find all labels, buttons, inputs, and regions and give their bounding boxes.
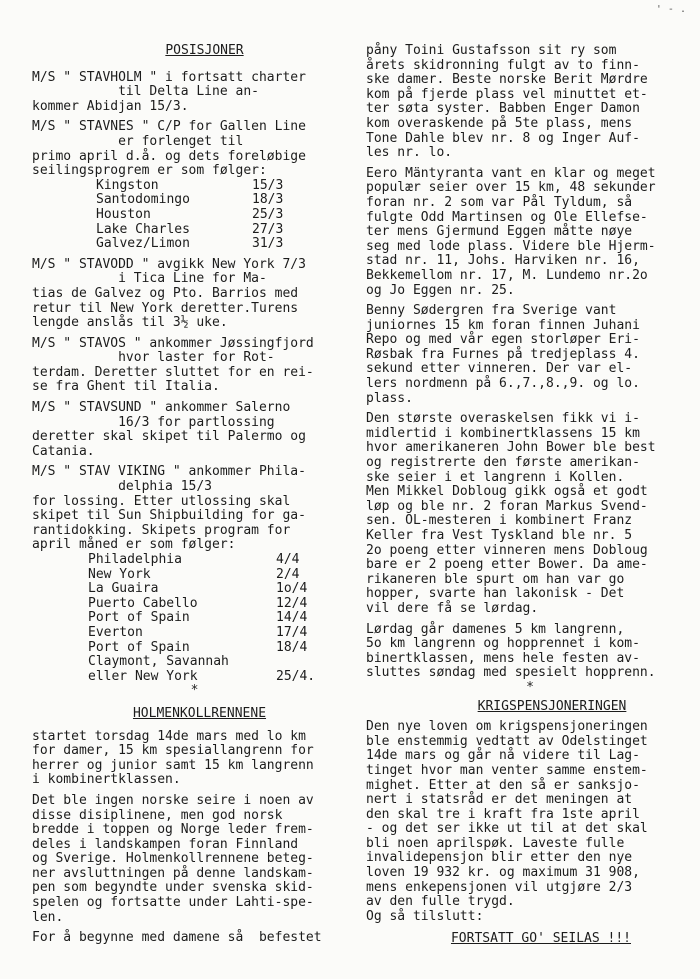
stavodd-paragraph [32,258,357,331]
schedule-port: Everton [88,624,143,640]
text-line: Den nye loven om krigspensjoneringen [366,719,648,735]
text-line: kom på fjerde plass vel minuttet et- [366,86,648,102]
text-line: Tone Dahle blev nr. 8 og Inger Auf- [366,130,640,146]
text-line: - og det ser ikke ut til at det skal [366,821,648,837]
text-line: M/S " STAV VIKING " ankommer Phila- [32,464,306,480]
schedule-row [32,655,357,670]
schedule-port: Kingston [96,177,159,193]
schedule-date: 31/3 [252,236,284,252]
text-line: retur til New York deretter.Turens [32,300,299,316]
text-line: deretter skal skipet til Palermo og [32,429,306,445]
text-line: rikaneren ble spurt om han var go [366,571,625,587]
stavnes-schedule [32,179,357,252]
stavholm-paragraph [32,71,357,115]
schedule-port: Lake Charles [96,221,190,237]
text-line: M/S " STAVOS " ankommer Jøssingfjord [32,335,314,351]
text-line: skipet til Sun Shipbuilding for ga- [32,508,306,524]
schedule-row [32,597,357,612]
skiing-paragraph-4 [366,412,694,616]
text-line: plass. [366,390,413,406]
schedule-row [32,626,357,641]
krigspensjon-paragraph [366,720,694,910]
schedule-port: eller New York [88,668,198,684]
text-line: Keller fra Vest Tyskland ble nr. 5 [366,528,633,543]
text-line: og registrerte den første amerikan- [366,455,640,471]
text-line: len. [32,909,64,925]
text-line: tias de Galvez og Pto. Barrios med [32,285,299,301]
text-line: mighet. Etter at den så er sanksjo- [366,777,640,793]
corner-mark: ' - . [655,4,686,15]
text-line: seilingsprogrem er som følger: [32,163,267,179]
text-line: den skal tre i kraft fra 1ste april [366,806,640,822]
text-line: hvor amerikaneren John Bower ble best [366,440,656,456]
schedule-date: 14/4 [276,610,308,626]
stavos-paragraph [32,337,357,395]
text-line: er forlenget til [32,133,244,149]
text-line: tinget hvor man venter samme enstem- [366,762,648,778]
text-line: invalidepensjon blir etter den nye [366,850,633,866]
text-line: deles i landskampen foran Finnland [32,836,299,852]
schedule-port: New York [88,566,151,582]
text-line: lengde anslås til 3½ uke. [32,315,228,331]
text-line: For å begynne med damene så befestet [32,930,322,946]
text-line: Bekkemellom nr. 17, M. Lundemo nr.2o [366,267,648,283]
text-line: se fra Ghent til Italia. [32,379,220,395]
viking-schedule [32,553,357,684]
text-line: 14de mars og går nå videre til Lag- [366,748,640,764]
schedule-port: Santodomingo [96,192,190,208]
text-line: M/S " STAVODD " avgikk New York 7/3 [32,256,306,272]
stav-viking-paragraph [32,465,357,553]
schedule-date: 4/4 [276,552,300,567]
text-line: Men Mikkel Dobloug gikk også et godt [366,484,648,500]
text-line: herrer og junior samt 15 km langrenn [32,757,314,773]
text-line: fulgte Odd Martinsen og Ole Ellefse- [366,209,648,225]
schedule-port: Port of Spain [88,610,190,626]
text-line: Lørdag går damenes 5 km langrenn, [366,621,625,637]
text-line: sen. OL-mesteren i kombinert Franz [366,513,633,529]
text-line: og Sverige. Holmenkollrennene beteg- [32,851,314,867]
schedule-date: 25/4. [276,668,316,684]
text-line: 2o poeng etter vinneren mens Dobloug [366,542,648,558]
schedule-row [32,223,357,238]
text-line: M/S " STAVSUND " ankommer Salerno [32,400,291,416]
holmenkoll-paragraph-1 [32,730,357,788]
text-line: startet torsdag 14de mars med lo km [32,728,306,744]
text-line: 5o km langrenn og hopprennet i kom- [366,636,640,652]
closing-line: Og så tilslutt: [366,908,484,924]
schedule-row [32,237,357,252]
text-line: sekund etter vinneren. Der var el- [366,361,633,377]
schedule-row [32,193,357,208]
separator-star: * [190,683,199,699]
holmenkoll-heading: HOLMENKOLLRENNENE [132,705,267,721]
text-line: Repo og med vår egen storløper Eri- [366,332,640,348]
text-line: ner avsluttningen på denne landskam- [32,865,314,881]
text-line: kom overaskende på 5te plass, mens [366,115,633,131]
text-line: seg med lode plass. Videre ble Hjerm- [366,238,656,254]
text-line: M/S " STAVNES " C/P for Gallen Line [32,119,306,135]
text-line: Eero Mäntyranta vant en klar og meget [366,165,656,181]
separator-star-right: * [526,679,534,695]
text-line: sluttes søndag med spesielt hopprenn. [366,665,656,681]
schedule-date: 18/4 [276,639,308,655]
schedule-port: La Guaira [88,581,159,597]
text-line: disse disiplinene, men god norsk [32,807,283,823]
text-line: i Tica Line for Ma- [32,271,267,287]
text-line: Det ble ingen norske seire i noen av [32,792,314,808]
skiing-paragraph-2 [366,167,694,298]
schedule-date: 2/4 [276,566,300,582]
skiing-paragraph-1 [366,44,694,161]
text-line: for damer, 15 km spesiallangrenn for [32,743,314,759]
schedule-date: 27/3 [252,221,284,237]
stavnes-paragraph [32,120,357,178]
text-line: av den fulle trygd. [366,894,515,910]
text-line: hvor laster for Rot- [32,350,275,366]
text-line: Den største overaskelsen fikk vi i- [366,411,640,427]
text-line: ter søta syster. Babben Enger Damon [366,101,640,117]
text-line: 16/3 for partlossing [32,414,275,430]
text-line: årets skidronning fulgt av to finn- [366,57,640,73]
text-line: Benny Sødergren fra Sverige vant [366,303,617,319]
text-line: spelen og fortsatte under Lahti-spe- [32,895,314,911]
text-line: foran nr. 2 som var Pål Tyldum, så [366,194,633,210]
text-line: ske damer. Beste norske Berit Mørdre [366,72,648,88]
text-line: midlertid i kombinertklassens 15 km [366,425,640,441]
schedule-row [32,553,357,568]
schedule-port: Port of Spain [88,639,190,655]
schedule-port: Houston [96,206,151,222]
text-line: ske seier i et langrenn i Kollen. [366,469,625,485]
holmenkoll-paragraph-2 [32,794,357,925]
text-line: for lossing. Etter utlossing skal [32,493,291,509]
text-line: loven 19 932 kr. og maximum 31 908, [366,865,640,881]
text-line: delphia 15/3 [32,479,213,495]
schedule-row [32,582,357,597]
text-line: binertklassen, mens hele festen av- [366,650,640,666]
schedule-row [32,179,357,194]
posisjoner-heading: POSISJONER [165,43,244,58]
text-line: pen som begyndte under svenska skid- [32,880,314,896]
skiing-paragraph-3 [366,304,694,406]
schedule-row [32,208,357,223]
left-column [32,0,357,946]
text-line: populær seier over 15 km, 48 sekunder [366,180,656,196]
text-line: rantidokking. Skipets program for [32,522,291,538]
text-line: hopper, svarte han lakonisk - Det [366,586,625,602]
text-line: april måned er som følger: [32,537,236,553]
schedule-port: Galvez/Limon [96,236,190,252]
schedule-date: 15/3 [252,177,284,193]
text-line: ble enstemmig vedtatt av Odelstinget [366,733,648,749]
schedule-row [32,641,357,656]
text-line: i kombinertklassen. [32,772,181,788]
schedule-port: Puerto Cabello [88,595,198,611]
schedule-row [32,670,357,685]
text-line: juniornes 15 km foran finnen Juhani [366,317,640,333]
text-line: ter mens Gjermund Eggen måtte nøye [366,224,633,240]
text-line: løp og ble nr. 2 foran Markus Svend- [366,498,648,514]
text-line: Catania. [32,443,95,459]
closing-heading: FORTSATT GO' SEILAS !!! [450,931,631,947]
text-line: lers nordmenn på 6.,7.,8.,9. og lo. [366,376,640,392]
text-line: bredde i toppen og Norge leder frem- [32,822,314,838]
text-line: primo april d.å. og dets foreløbige [32,148,306,164]
schedule-date: 1o/4 [276,581,308,597]
text-line: til Delta Line an- [32,84,259,100]
schedule-date: 25/3 [252,206,284,222]
text-line: påny Toini Gustafsson sit ry som [366,43,617,58]
text-line: nert i statsråd er det meningen at [366,792,633,808]
text-line: stad nr. 11, Johs. Harviken nr. 16, [366,253,640,269]
schedule-date: 18/3 [252,192,284,208]
skiing-paragraph-5 [366,623,694,681]
text-line: og Jo Eggen nr. 25. [366,282,515,298]
schedule-port: Philadelphia [88,552,182,567]
holmenkoll-paragraph-3 [32,931,357,946]
text-line: terdam. Deretter sluttet for en rei- [32,364,314,380]
text-line: Røsbak fra Furnes på tredjeplass 4. [366,346,640,362]
schedule-date: 12/4 [276,595,308,611]
schedule-date: 17/4 [276,624,308,640]
stavsund-paragraph [32,401,357,459]
text-line: bli noen aprilspøk. Laveste fulle [366,835,625,851]
text-line: vil dere få se lørdag. [366,600,539,616]
text-line: M/S " STAVHOLM " i fortsatt charter [32,69,306,85]
text-line: mens enkepensjonen vil utgjøre 2/3 [366,879,633,895]
schedule-port: Claymont, Savannah [88,654,229,670]
schedule-row [32,568,357,583]
text-line: les nr. lo. [366,145,453,161]
text-line: bare er 2 poeng etter Bower. Da ame- [366,557,648,573]
right-column [366,0,694,947]
text-line: kommer Abidjan 15/3. [32,98,189,114]
krigspensjon-heading: KRIGSPENSJONERINGEN [477,698,627,714]
schedule-row [32,611,357,626]
